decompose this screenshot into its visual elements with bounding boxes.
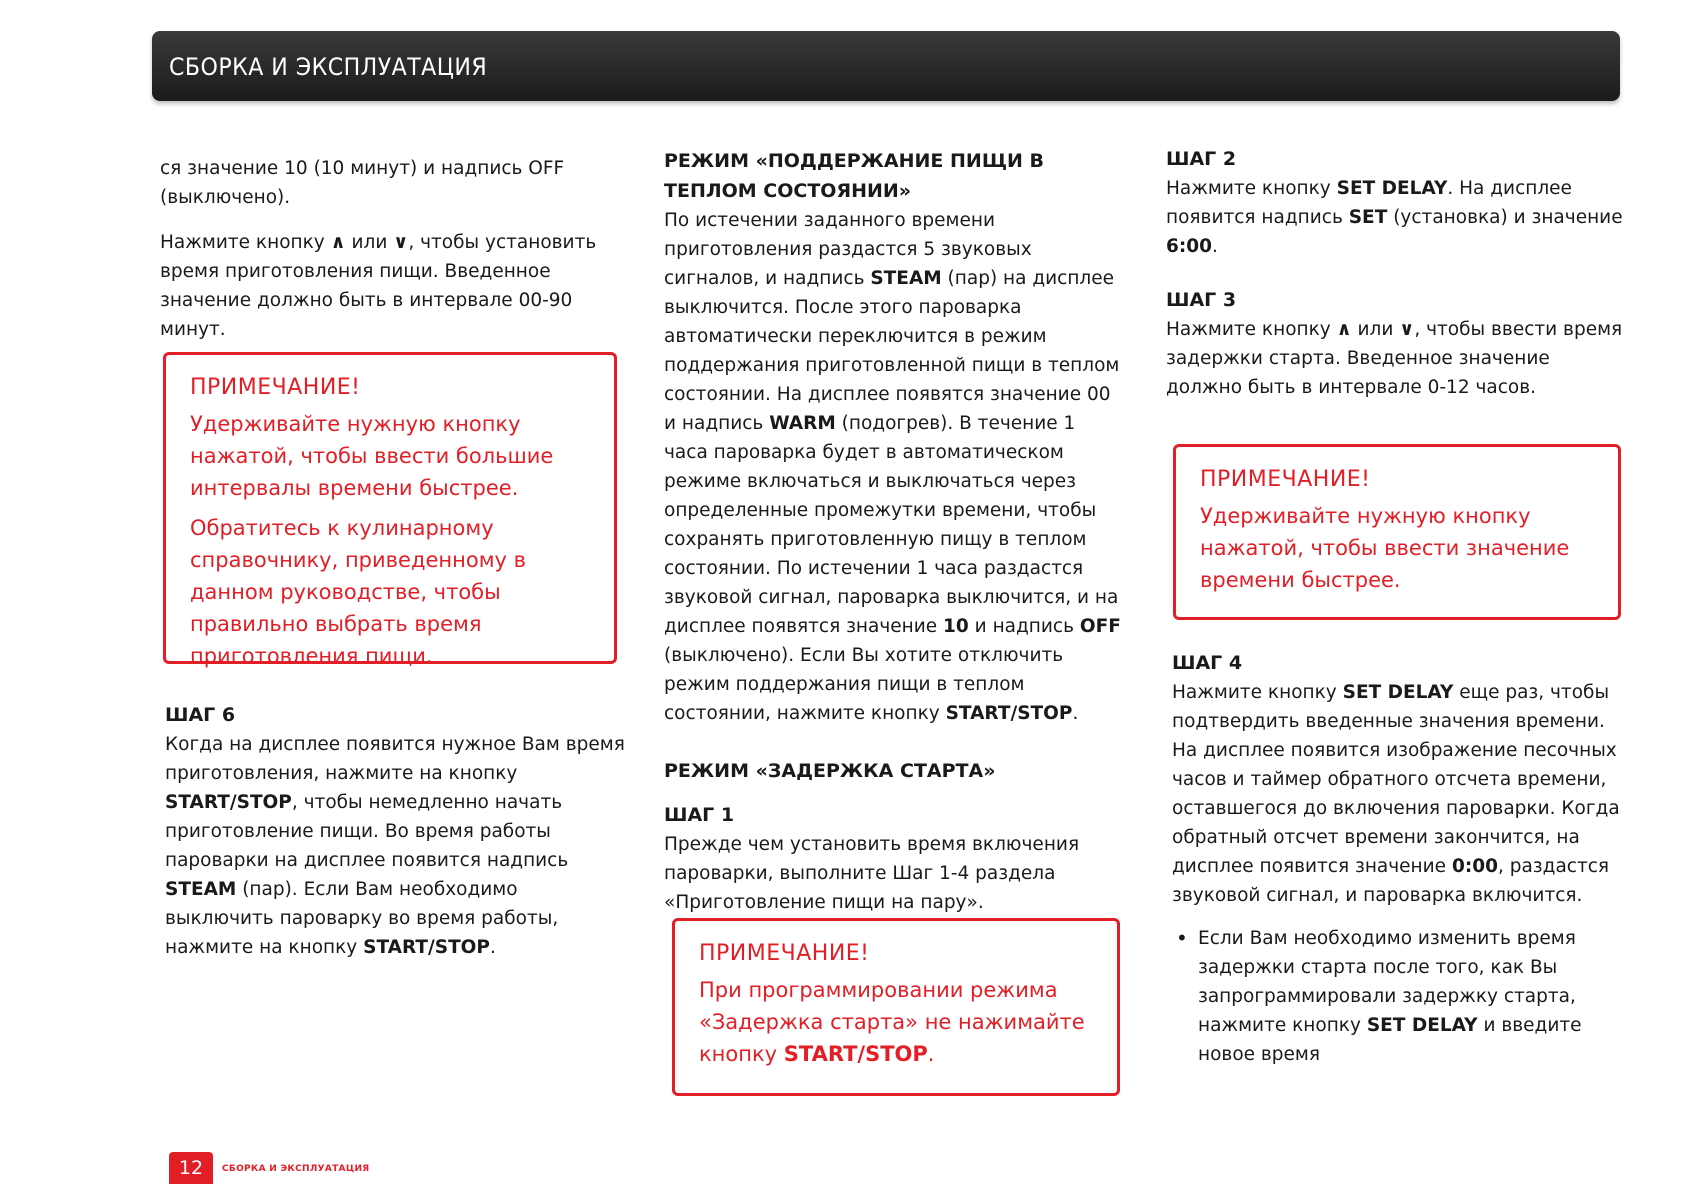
list-item bbox=[1172, 924, 1632, 1069]
note-title: ПРИМЕЧАНИЕ! bbox=[699, 941, 870, 966]
steam-label: STEAM bbox=[165, 879, 237, 900]
down-arrow-icon: ∨ bbox=[1399, 319, 1415, 340]
text-fragment: Нажмите кнопку bbox=[1166, 319, 1337, 340]
text-fragment: Нажмите кнопку bbox=[160, 232, 331, 253]
warm-label: WARM bbox=[769, 413, 836, 434]
note-title: ПРИМЕЧАНИЕ! bbox=[190, 375, 361, 400]
text-fragment: , чтобы ввести время задержки старта. Введенное значение должно быть в интервале 0-12 часов. bbox=[1166, 319, 1623, 398]
note-title: ПРИМЕЧАНИЕ! bbox=[1200, 467, 1371, 492]
step1-heading: ШАГ 1 bbox=[664, 804, 735, 826]
note-box-hold-button bbox=[163, 352, 617, 668]
section-title: СБОРКА И ЭКСПЛУАТАЦИЯ bbox=[169, 53, 488, 81]
text-fragment: или bbox=[1351, 319, 1400, 340]
note-box-delay bbox=[672, 918, 1120, 1096]
text-fragment: (пар) на дисплее выключится. После этого пароварка автоматически переключится в режим поддержания приготовленной пищи в теплом состоянии. На дисплее появятся значение 00 и надпись bbox=[664, 268, 1120, 434]
step4-heading: ШАГ 4 bbox=[1172, 652, 1243, 674]
note-box-hold-button-2 bbox=[1173, 444, 1621, 620]
start-stop-label: START/STOP bbox=[165, 792, 292, 813]
set-delay-label: SET DELAY bbox=[1336, 178, 1448, 199]
step3-text bbox=[1166, 315, 1626, 402]
step1-text: Прежде чем установить время включения пароварки, выполните Шаг 1-4 раздела «Приготовление пищи на пару». bbox=[664, 834, 1080, 913]
step2-heading: ШАГ 2 bbox=[1166, 148, 1237, 170]
paragraph-set-time bbox=[160, 228, 630, 344]
text-fragment: , чтобы установить время приготовления пищи. Введенное значение должно быть в интервале 00-90 минут. bbox=[160, 232, 597, 340]
step6-text bbox=[165, 730, 625, 962]
text-fragment: . На дисплее появится надпись bbox=[1166, 178, 1572, 228]
set-delay-label: SET DELAY bbox=[1342, 682, 1454, 703]
text-fragment: . bbox=[1072, 703, 1079, 724]
step2-text bbox=[1166, 174, 1626, 261]
note-text-hold: Удерживайте нужную кнопку нажатой, чтобы ввести значение времени быстрее. bbox=[1200, 504, 1570, 592]
down-arrow-icon: ∨ bbox=[393, 232, 409, 253]
text-fragment: (установка) и значение bbox=[1387, 207, 1623, 228]
text-fragment: или bbox=[345, 232, 394, 253]
off-label: OFF bbox=[1079, 616, 1121, 637]
column-right bbox=[1166, 144, 1626, 402]
warm-mode-text bbox=[664, 206, 1124, 728]
step3-heading: ШАГ 3 bbox=[1166, 289, 1237, 311]
column-left bbox=[160, 154, 630, 344]
text-fragment: . bbox=[1212, 236, 1218, 257]
note-text-hold: Удерживайте нужную кнопку нажатой, чтобы ввести большие интервалы времени быстрее. bbox=[190, 412, 554, 500]
text-fragment: , чтобы немедленно начать приготовление пищи. Во время работы пароварки на дисплее появится надпись bbox=[165, 792, 569, 871]
step6-heading: ШАГ 6 bbox=[165, 704, 236, 726]
text-fragment: , раздастся звуковой сигнал, и пароварка включится. bbox=[1172, 856, 1610, 906]
up-arrow-icon: ∧ bbox=[330, 232, 346, 253]
text-fragment: Если Вам необходимо изменить время задержки старта после того, как Вы запрограммировали задержку старта, нажмите кнопку bbox=[1198, 928, 1576, 1036]
text-fragment: еще раз, чтобы подтвердить введенные значения времени. На дисплее появится изображение песочных часов и таймер обратного отсчета времени, оставшегося до включения пароварки. Когда обратный отсчет времени закончится, на дисплее появится значение bbox=[1172, 682, 1620, 877]
page-number: 12 bbox=[169, 1152, 213, 1184]
value-10-label: 10 bbox=[943, 616, 969, 637]
start-stop-label: START/STOP bbox=[783, 1042, 928, 1066]
set-delay-label: SET DELAY bbox=[1366, 1015, 1478, 1036]
steam-label: STEAM bbox=[870, 268, 942, 289]
text-fragment: При программировании режима «Задержка старта» не нажимайте кнопку bbox=[699, 978, 1085, 1066]
note-text-cookbook: Обратитесь к кулинарному справочнику, приведенному в данном руководстве, чтобы правильно выбрать время приготовления пищи. bbox=[190, 516, 527, 668]
text-fragment: Нажмите кнопку bbox=[1166, 178, 1337, 199]
delay-mode-heading: РЕЖИМ «ЗАДЕРЖКА СТАРТА» bbox=[664, 760, 996, 782]
bullet-list bbox=[1172, 924, 1632, 1069]
note-text-delay bbox=[699, 974, 1093, 1070]
set-label: SET bbox=[1348, 207, 1388, 228]
text-fragment: (выключено). Если Вы хотите отключить режим поддержания пищи в теплом состоянии, нажмите кнопку bbox=[664, 645, 1064, 724]
column-middle bbox=[664, 146, 1124, 917]
text-fragment: и надпись bbox=[968, 616, 1080, 637]
text-fragment: (подогрев). В течение 1 часа пароварка будет в автоматическом режиме включаться и выключаться через определенные промежутки времени, чтобы сохранять приготовленную пищу в теплом состоянии. По истечении 1 часа раздастся звуковой сигнал, пароварка выключится, и на дисплее появятся значение bbox=[664, 413, 1119, 637]
start-stop-label: START/STOP bbox=[945, 703, 1073, 724]
paragraph-off-value: ся значение 10 (10 минут) и надпись OFF (выключено). bbox=[160, 158, 565, 208]
section-header-bar bbox=[152, 31, 1620, 101]
footer-section-label: СБОРКА И ЭКСПЛУАТАЦИЯ bbox=[222, 1164, 370, 1174]
text-fragment: Нажмите кнопку bbox=[1172, 682, 1343, 703]
text-fragment: По истечении заданного времени приготовления раздастся 5 звуковых сигналов, и надпись bbox=[664, 210, 1032, 289]
value-600-label: 6:00 bbox=[1166, 236, 1213, 257]
warm-mode-heading: РЕЖИМ «ПОДДЕРЖАНИЕ ПИЩИ В ТЕПЛОМ СОСТОЯНИИ» bbox=[664, 150, 1045, 202]
step4-text bbox=[1172, 678, 1632, 910]
value-000-label: 0:00 bbox=[1451, 856, 1498, 877]
text-fragment: и введите новое время bbox=[1198, 1015, 1582, 1065]
up-arrow-icon: ∧ bbox=[1336, 319, 1352, 340]
text-fragment: . bbox=[489, 937, 496, 958]
text-fragment: Когда на дисплее появится нужное Вам время приготовления, нажмите на кнопку bbox=[165, 734, 625, 784]
step6-block bbox=[165, 700, 625, 962]
step4-block bbox=[1172, 648, 1632, 1069]
text-fragment: . bbox=[927, 1042, 935, 1066]
text-fragment: (пар). Если Вам необходимо выключить пароварку во время работы, нажмите на кнопку bbox=[165, 879, 559, 958]
start-stop-label: START/STOP bbox=[363, 937, 490, 958]
